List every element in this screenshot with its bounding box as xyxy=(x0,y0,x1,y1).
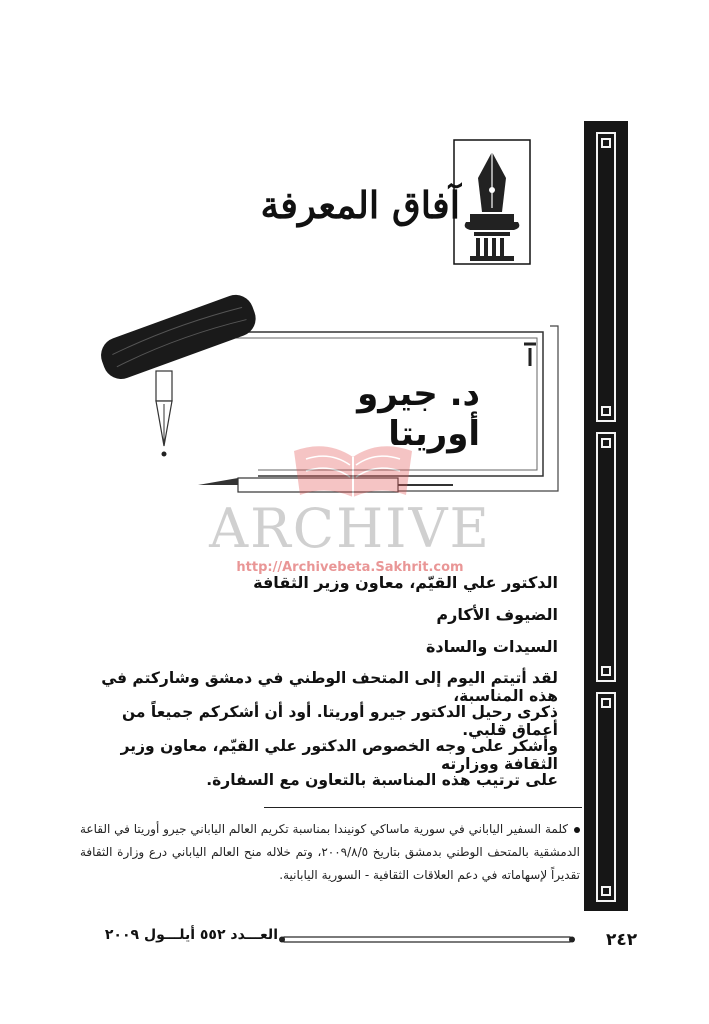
magazine-logo-title: آفاق المعرفة xyxy=(260,183,460,227)
body-line: لقد أتيتم اليوم إلى المتحف الوطني في دمشق وشاركتم في هذه المناسبة، xyxy=(101,669,558,705)
greeting-line: السيدات والسادة xyxy=(425,637,558,656)
side-border-panel xyxy=(596,132,616,422)
greeting-line: الدكتور علي القيّم، معاون وزير الثقافة xyxy=(253,573,558,592)
body-line: على ترتيب هذه المناسبة بالتعاون مع السفارة. xyxy=(206,771,558,789)
footnote-text: كلمة السفير الياباني في سورية ماساكي كونيندا بمناسبة تكريم العالم الياباني جيرو أوريتا في القاعة الدمشقية بالمتحف الوطني بدمشق بتاريخ ٢٠٠٩/٨/٥، وتم خلاله منح العالم الياباني درع وزارة الثقافة تقديراً لإسهاماته في دعم العلاقات الثقافية - السورية اليابانية. xyxy=(80,822,581,882)
watermark-title: ARCHIVE xyxy=(209,497,491,560)
body-line: وأشكر على وجه الخصوص الدكتور علي القيّم، معاون وزير الثقافة ووزارته xyxy=(120,737,558,773)
body-line: ذكرى رحيل الدكتور جيرو أوريتا. أود أن أشكركم جميعاً من أعماق قلبي. xyxy=(121,703,558,739)
footnote-divider xyxy=(264,807,582,808)
greeting-line: الضيوف الأكارم xyxy=(436,605,558,624)
watermark-url: http://Archivebeta.Sakhrit.com xyxy=(236,560,464,575)
pen-nib-column-emblem xyxy=(452,138,532,266)
bottom-ornament-rule xyxy=(278,935,576,944)
article-author-title: د. جيرو أوريتا xyxy=(357,374,480,454)
issue-info: العـــدد ٥٥٢ أيلـــول ٢٠٠٩ xyxy=(104,927,278,943)
footnote xyxy=(80,818,580,887)
side-border-panel xyxy=(596,432,616,682)
page-number: ٢٤٢ xyxy=(606,930,638,950)
bullet-icon xyxy=(574,827,580,833)
open-book-icon xyxy=(286,439,420,501)
side-border-panel xyxy=(596,692,616,902)
